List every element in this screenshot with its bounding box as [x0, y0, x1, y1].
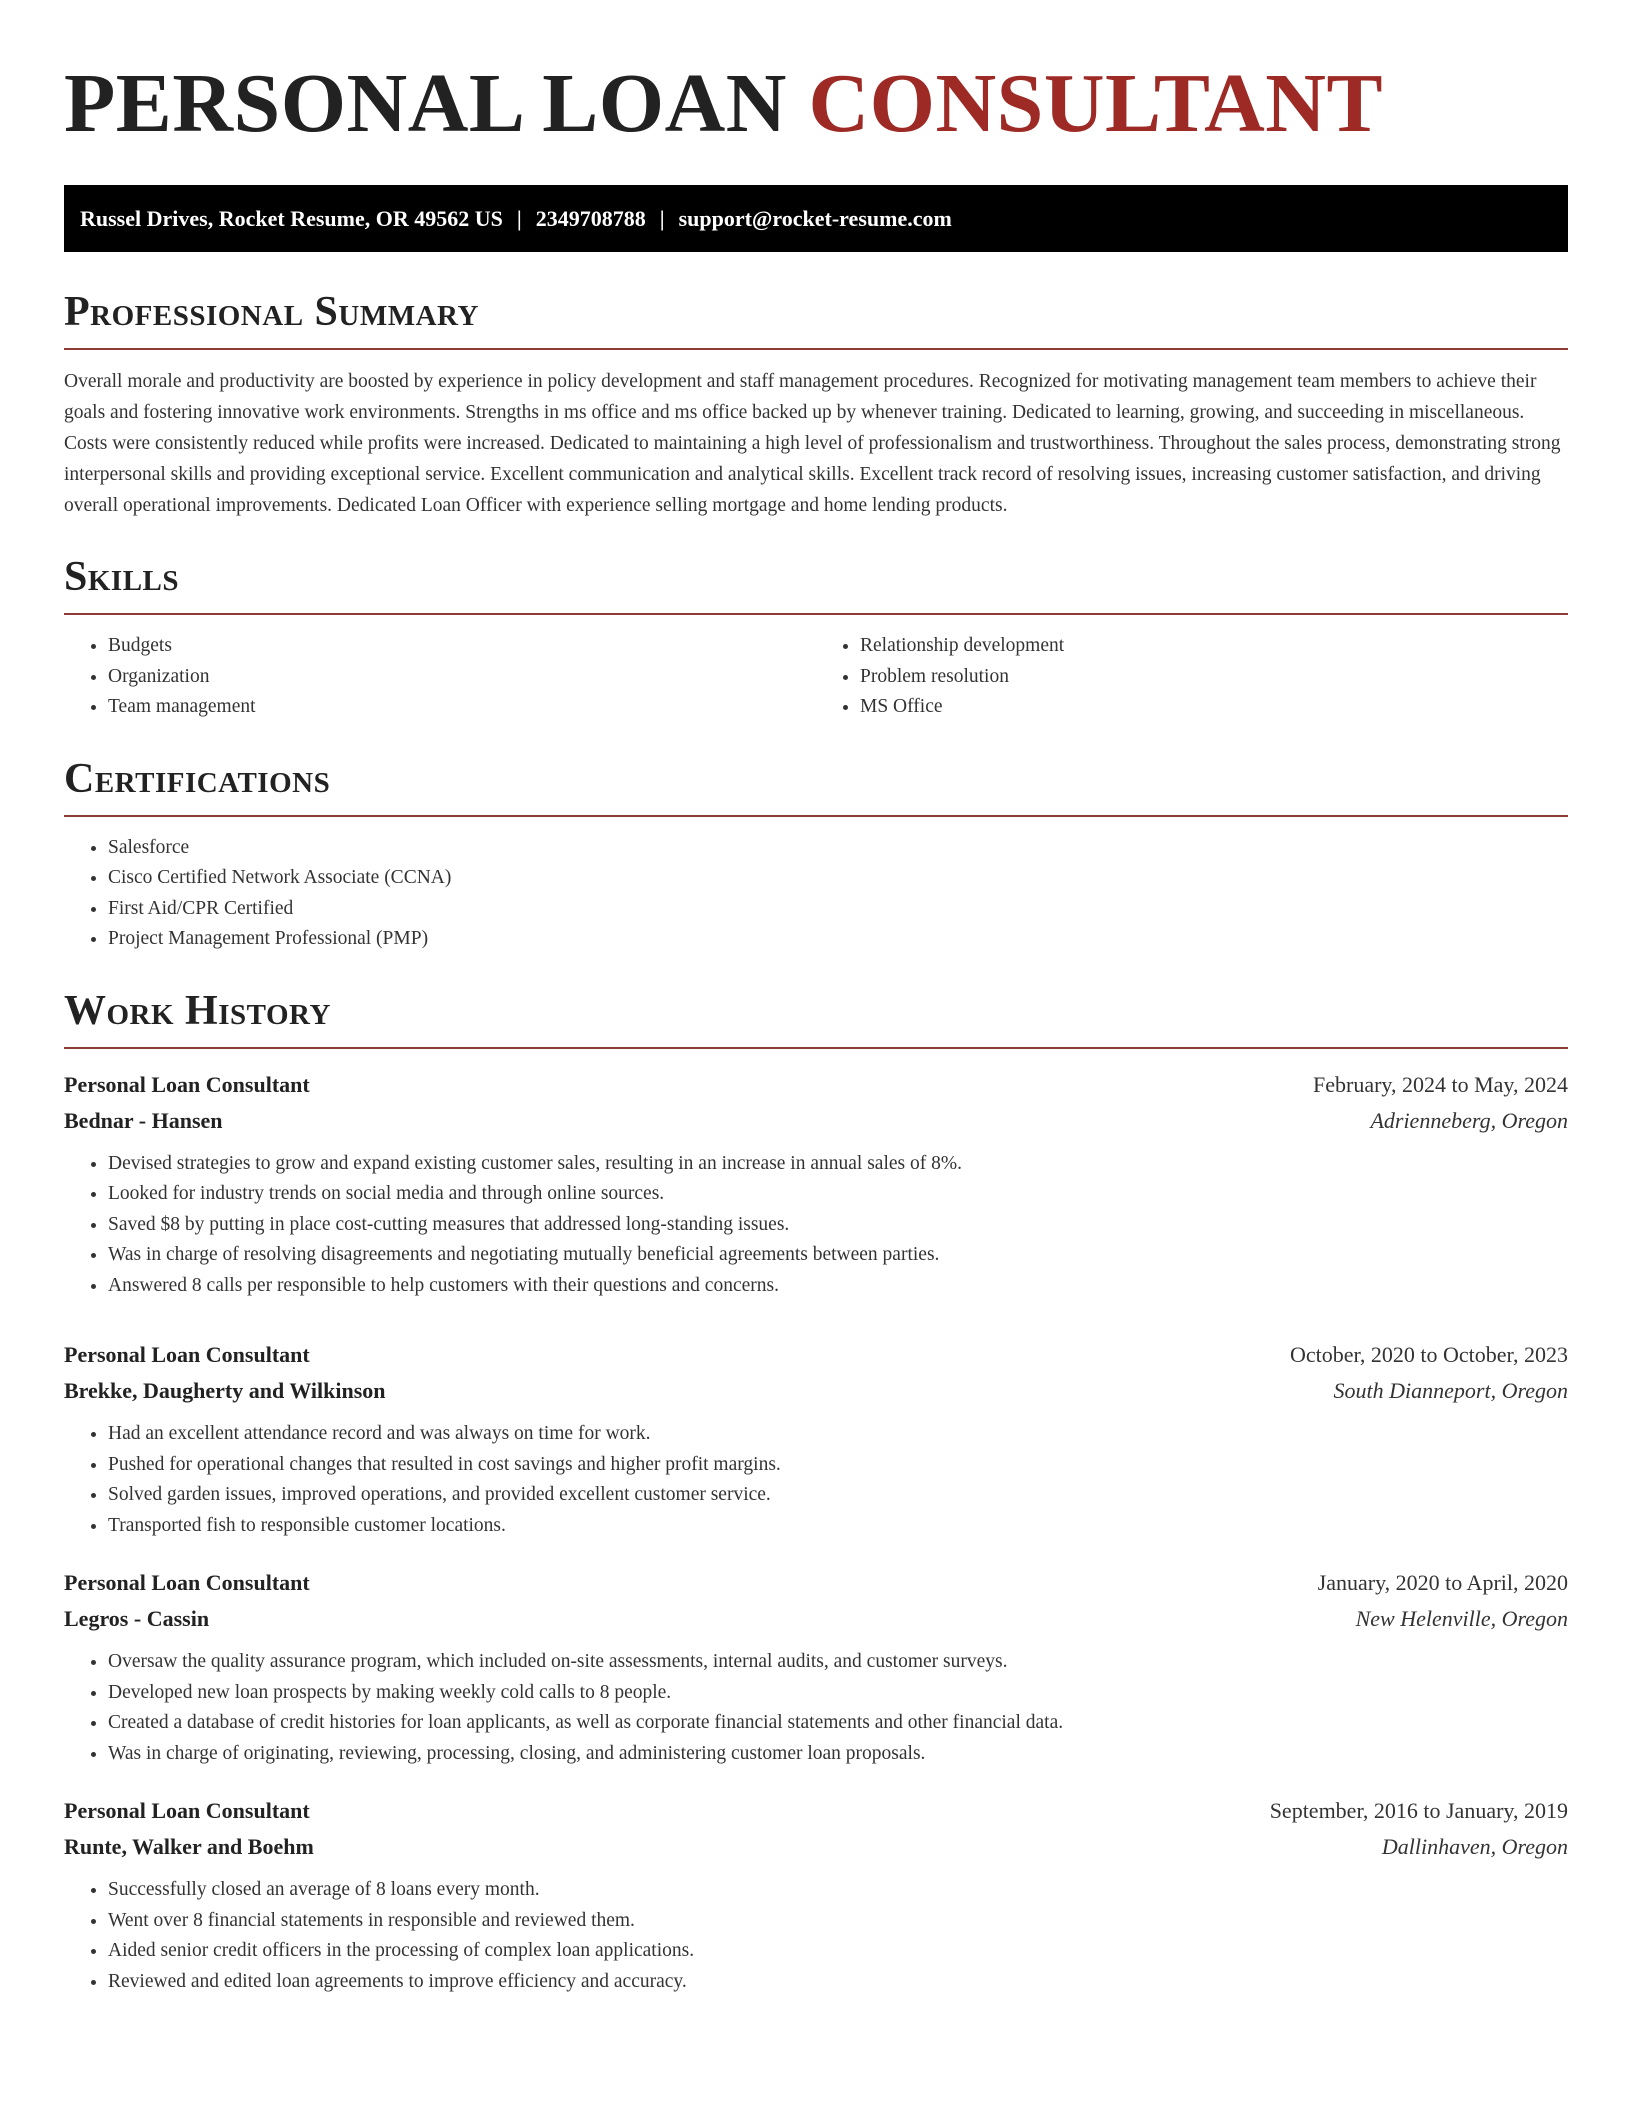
job-dates: October, 2020 to October, 2023 — [1289, 1342, 1568, 1367]
contact-phone: 2349708788 — [535, 206, 646, 231]
job-company-row — [64, 1103, 1568, 1139]
section-divider — [64, 1047, 1568, 1049]
job-bullet: • Solved garden issues, improved operations, and provided excellent customer service. — [108, 1480, 1568, 1511]
job-header-row — [64, 1565, 1568, 1601]
summary-text: Overall morale and productivity are boosted by experience in policy development and staff management procedures. Recognized for motivating management team members to achieve their goals and fostering innovative work environments. Strengths in ms office and ms office backed up by whenever training. Dedicated to learning, growing, and succeeding in miscellaneous. Costs were consistently reduced while profits were increased. Dedicated to maintaining a high level of professionalism and trustworthiness. Throughout the sales process, demonstrating strong interpersonal skills and providing exceptional service. Excellent communication and analytical skills. Excellent track record of resolving issues, increasing customer satisfaction, and driving overall operational improvements. Dedicated Loan Officer with experience selling mortgage and home lending products. — [64, 371, 1561, 516]
job-bullet: • Transported fish to responsible customer locations. — [108, 1511, 1568, 1542]
job-title: Personal Loan Consultant — [64, 1342, 310, 1367]
job-bullet: • Aided senior credit officers in the processing of complex loan applications. — [108, 1936, 1568, 1967]
job-bullet: • Pushed for operational changes that resulted in cost savings and higher profit margins. — [108, 1450, 1568, 1481]
certification-item: • First Aid/CPR Certified — [108, 894, 1568, 925]
job-dates: February, 2024 to May, 2024 — [1313, 1071, 1568, 1097]
job-bullet: • Looked for industry trends on social media and through online sources. — [108, 1179, 1568, 1210]
resume-name — [64, 56, 1568, 152]
job-company-row — [64, 1373, 1568, 1409]
skills-grid — [64, 631, 1568, 723]
job-bullet: • Was in charge of originating, reviewing, processing, closing, and administering customer loan proposals. — [108, 1739, 1568, 1770]
work-history-heading: Work History — [64, 987, 331, 1034]
job-location: Adrienneberg, Oregon — [1370, 1107, 1568, 1133]
job-location: New Helenville, Oregon — [1355, 1606, 1568, 1631]
skill-item: • Organization — [108, 662, 816, 693]
certification-item: • Cisco Certified Network Associate (CCNA) — [108, 863, 1568, 894]
job-entry — [64, 1337, 1568, 1541]
job-bullets — [64, 1647, 1568, 1769]
contact-separator: | — [516, 206, 522, 231]
section-divider — [64, 613, 1568, 615]
certifications-heading: Certifications — [64, 755, 331, 802]
job-entry — [64, 1793, 1568, 1997]
skills-heading: Skills — [64, 554, 180, 600]
skills-left-list — [64, 631, 816, 723]
job-bullet: • Created a database of credit histories for loan applicants, as well as corporate financial statements and other financial data. — [108, 1708, 1568, 1739]
job-title: Personal Loan Consultant — [64, 1570, 310, 1595]
job-bullet: • Was in charge of resolving disagreements and negotiating mutually beneficial agreements between parties. — [108, 1240, 1568, 1271]
skill-item: • Relationship development — [860, 631, 1568, 662]
job-entry — [64, 1067, 1568, 1302]
job-header-row — [64, 1793, 1568, 1829]
contact-separator: | — [659, 206, 665, 231]
job-bullet: • Had an excellent attendance record and was always on time for work. — [108, 1419, 1568, 1450]
contact-address: Russel Drives, Rocket Resume, OR 49562 US — [80, 206, 503, 231]
job-bullet: • Devised strategies to grow and expand existing customer sales, resulting in an increase in annual sales of 8%. — [108, 1149, 1568, 1180]
certification-item: • Salesforce — [108, 833, 1568, 864]
job-company-row — [64, 1829, 1568, 1865]
skill-item: • Problem resolution — [860, 662, 1568, 693]
contact-bar — [64, 185, 1568, 252]
job-dates: January, 2020 to April, 2020 — [1317, 1570, 1568, 1595]
skill-item: • Budgets — [108, 631, 816, 662]
job-location: South Dianneport, Oregon — [1333, 1378, 1568, 1403]
contact-email: support@rocket-resume.com — [678, 206, 952, 231]
skills-section — [64, 551, 1568, 723]
job-company: Legros - Cassin — [64, 1606, 210, 1631]
job-dates: September, 2016 to January, 2019 — [1269, 1798, 1568, 1823]
job-bullet: • Developed new loan prospects by making weekly cold calls to 8 people. — [108, 1678, 1568, 1709]
job-bullet: • Reviewed and edited loan agreements to improve efficiency and accuracy. — [108, 1967, 1568, 1998]
job-header-row — [64, 1337, 1568, 1373]
job-company: Bednar - Hansen — [64, 1107, 223, 1133]
certifications-list — [64, 833, 1568, 955]
job-company: Brekke, Daugherty and Wilkinson — [64, 1378, 386, 1403]
skill-item: • MS Office — [860, 692, 1568, 723]
name-main: PERSONAL LOAN — [64, 57, 787, 150]
job-bullets — [64, 1149, 1568, 1302]
skills-right-list — [816, 631, 1568, 723]
job-title: Personal Loan Consultant — [64, 1798, 310, 1823]
job-bullet: • Saved $8 by putting in place cost-cutting measures that addressed long-standing issues. — [108, 1210, 1568, 1241]
job-title: Personal Loan Consultant — [64, 1071, 310, 1097]
section-divider — [64, 348, 1568, 350]
job-entry — [64, 1565, 1568, 1769]
job-location: Dallinhaven, Oregon — [1381, 1834, 1568, 1859]
job-bullet: • Oversaw the quality assurance program, which included on-site assessments, internal audits, and customer surveys. — [108, 1647, 1568, 1678]
job-bullet: • Successfully closed an average of 8 loans every month. — [108, 1875, 1568, 1906]
job-header-row — [64, 1067, 1568, 1103]
summary-heading: Professional Summary — [64, 289, 479, 335]
work-history-section — [64, 985, 1568, 1998]
job-bullets — [64, 1419, 1568, 1541]
section-divider — [64, 815, 1568, 817]
job-bullet: • Went over 8 financial statements in responsible and reviewed them. — [108, 1906, 1568, 1937]
name-accent: CONSULTANT — [808, 57, 1383, 150]
skill-item: • Team management — [108, 692, 816, 723]
certifications-section — [64, 753, 1568, 955]
summary-section — [64, 286, 1568, 521]
job-bullet: • Answered 8 calls per responsible to help customers with their questions and concerns. — [108, 1271, 1568, 1302]
certification-item: • Project Management Professional (PMP) — [108, 924, 1568, 955]
job-bullets — [64, 1875, 1568, 1997]
job-company-row — [64, 1601, 1568, 1637]
job-company: Runte, Walker and Boehm — [64, 1834, 314, 1859]
